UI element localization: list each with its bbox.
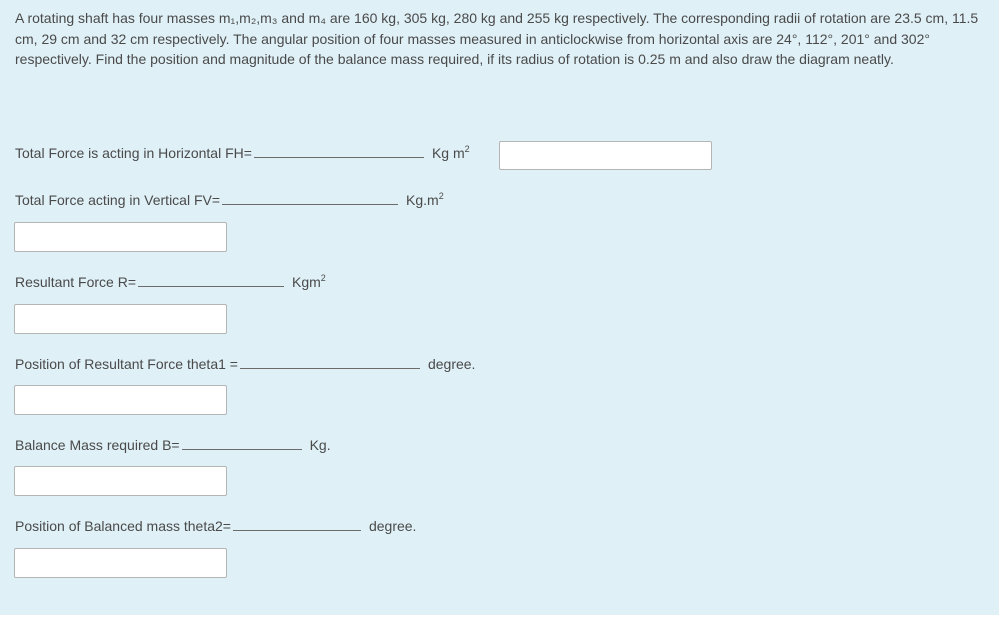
theta2-label: Position of Balanced mass theta2= xyxy=(15,518,231,534)
fv-blank-line xyxy=(222,203,398,205)
field-row-fv xyxy=(15,192,444,208)
fv-label: Total Force acting in Vertical FV= xyxy=(15,192,221,208)
field-row-resultant xyxy=(15,274,326,290)
resultant-blank-line xyxy=(138,285,284,287)
theta2-blank-line xyxy=(233,529,361,531)
fv-answer-input[interactable] xyxy=(14,222,227,252)
resultant-label: Resultant Force R= xyxy=(15,274,136,290)
fh-unit: Kg $m^2$ xyxy=(431,144,470,161)
fh-answer-input[interactable] xyxy=(499,141,712,170)
field-row-theta1 xyxy=(15,356,475,372)
balance-mass-answer-input[interactable] xyxy=(14,466,227,496)
fh-label: Total Force is acting in Horizontal FH= xyxy=(15,145,252,161)
theta1-label: Position of Resultant Force theta1 = xyxy=(15,356,238,372)
theta1-answer-input[interactable] xyxy=(14,385,227,415)
balance-mass-label: Balance Mass required B= xyxy=(15,437,180,453)
theta1-unit: degree. xyxy=(427,356,476,372)
fv-unit: $Kg.m^2$ xyxy=(406,191,444,208)
theta2-answer-input[interactable] xyxy=(14,548,227,578)
field-row-balance-mass xyxy=(15,437,331,453)
fh-blank-line xyxy=(254,156,424,158)
field-row-theta2 xyxy=(15,518,416,534)
theta2-unit: degree. xyxy=(368,518,417,534)
field-row-fh xyxy=(15,145,470,161)
theta1-blank-line xyxy=(240,367,420,369)
question-text: A rotating shaft has four masses m₁,m₂,m₃ and m₄ are 160 kg, 305 kg, 280 kg and 255 kg respectively. The corresponding radii of rotation are 23.5 cm, 11.5 cm, 29 cm and 32 cm respectively. The angular position of four masses measured in anticlockwise from horizontal axis are 24°, 112°, 201° and 302° respectively. Find the position and magnitude of the balance mass required, if its radius of rotation is 0.25 m and also draw the diagram neatly. xyxy=(15,10,979,67)
resultant-unit: Kgm$^2$ xyxy=(292,273,326,290)
balance-mass-blank-line xyxy=(182,448,302,450)
resultant-answer-input[interactable] xyxy=(14,304,227,334)
balance-mass-unit: Kg. xyxy=(309,437,331,453)
